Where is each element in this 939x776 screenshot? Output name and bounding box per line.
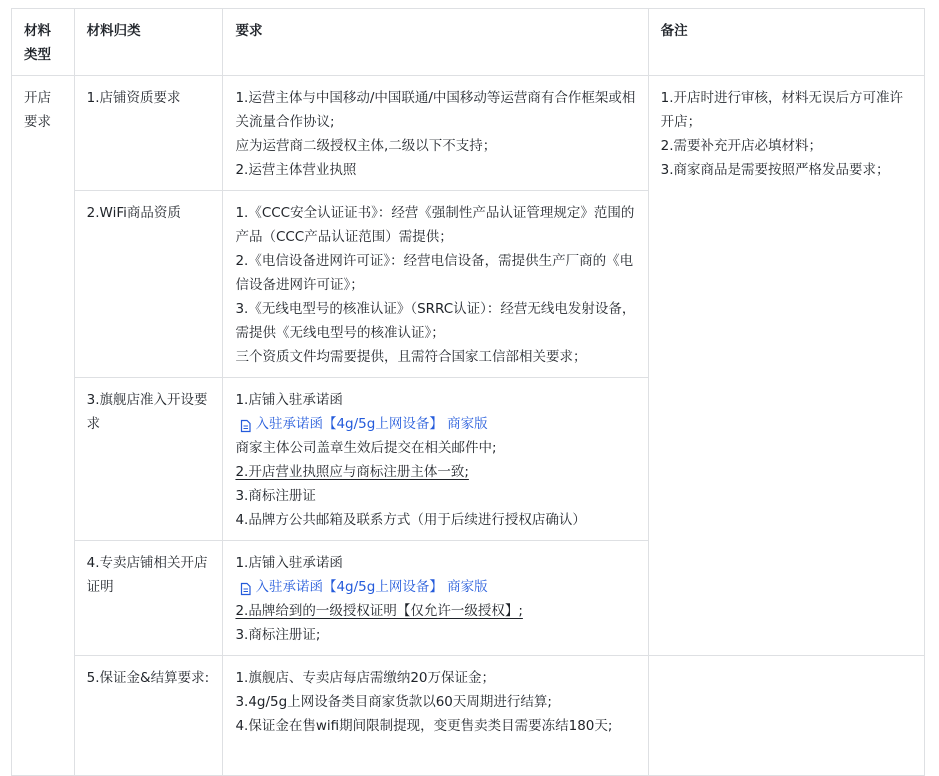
requirement-line: 4.品牌方公共邮箱及联系方式（用于后续进行授权店确认） [235, 512, 586, 528]
document-link-icon [239, 580, 252, 594]
requirement-line: 3.商标注册证; [235, 627, 321, 643]
requirement-line: 三个资质文件均需要提供，且需符合国家工信部相关要求； [235, 349, 587, 365]
remark-line: 3.商家商品是需要按照严格发品要求； [660, 162, 890, 178]
link-text[interactable]: 入驻承诺函【4g/5g上网设备】 商家版 [255, 579, 488, 595]
category-cell: 2.WiFi商品资质 [74, 191, 223, 378]
requirement-line: 3.《无线电型号的核准认证》（SRRC认证）：经营无线电发射设备，需提供《无线电型号的核准认证》； [235, 301, 636, 341]
requirements-table [11, 8, 925, 776]
header-category: 材料归类 [74, 9, 223, 76]
requirement-line: 1.店铺入驻承诺函 [235, 392, 343, 408]
requirement-line: 3.商标注册证 [235, 488, 316, 504]
requirement-line: 1.运营主体与中国移动/中国联通/中国移动等运营商有合作框架或相关流量合作协议; [235, 90, 636, 130]
remark-line: 1.开店时进行审核，材料无误后方可准许开店； [660, 90, 903, 130]
requirement-line: 1.店铺入驻承诺函 [235, 555, 343, 571]
commitment-letter-link[interactable] [235, 575, 635, 599]
requirement-line: 2.运营主体营业执照 [235, 162, 357, 178]
material-type-cell: 开店要求 [12, 76, 75, 776]
requirement-cell [223, 656, 648, 776]
requirement-cell [223, 378, 648, 541]
header-remark: 备注 [648, 9, 924, 76]
category-cell: 3.旗舰店准入开设要求 [74, 378, 223, 541]
remark-line: 2.需要补充开店必填材料； [660, 138, 822, 154]
requirement-line: 2.品牌给到的一级授权证明【仅允许一级授权】; [235, 603, 523, 619]
category-cell: 5.保证金&结算要求: [74, 656, 223, 776]
requirement-cell [223, 191, 648, 378]
link-text[interactable]: 入驻承诺函【4g/5g上网设备】 商家版 [255, 416, 488, 432]
requirement-cell [223, 76, 648, 191]
requirement-cell [223, 541, 648, 656]
requirement-line: 商家主体公司盖章生效后提交在相关邮件中; [235, 440, 497, 456]
commitment-letter-link[interactable] [235, 412, 635, 436]
header-row [12, 9, 925, 76]
header-type: 材料类型 [12, 9, 75, 76]
table-row [12, 656, 925, 776]
requirement-line: 3.4g/5g上网设备类目商家货款以60天周期进行结算; [235, 694, 552, 710]
requirement-line: 应为运营商二级授权主体,二级以下不支持； [235, 138, 497, 154]
category-cell: 4.专卖店铺相关开店证明 [74, 541, 223, 656]
requirement-line: 1.《CCC安全认证证书》：经营《强制性产品认证管理规定》范围的产品（CCC产品认证范围）需提供； [235, 205, 635, 245]
table-row [12, 76, 925, 191]
requirement-line: 1.旗舰店、专卖店每店需缴纳20万保证金； [235, 670, 496, 686]
requirement-line: 2.《电信设备进网许可证》：经营电信设备，需提供生产厂商的《电信设备进网许可证》； [235, 253, 634, 293]
remark-cell-empty [648, 656, 924, 776]
header-requirement: 要求 [223, 9, 648, 76]
document-link-icon [239, 417, 252, 431]
requirement-line: 2.开店营业执照应与商标注册主体一致; [235, 464, 469, 480]
remark-cell [648, 76, 924, 656]
category-cell: 1.店铺资质要求 [74, 76, 223, 191]
requirement-line: 4.保证金在售wifi期间限制提现，变更售卖类目需要冻结180天; [235, 718, 613, 734]
